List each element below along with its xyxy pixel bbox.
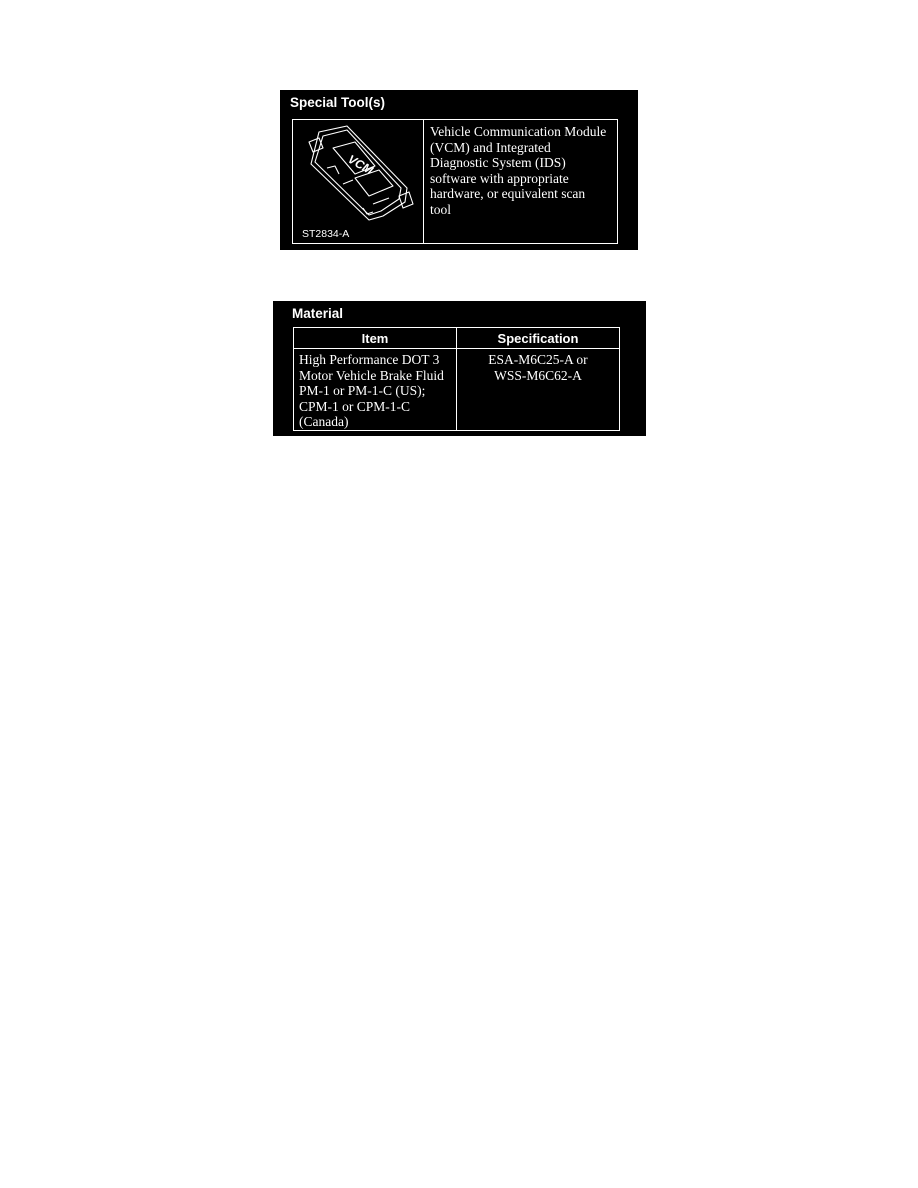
tool-description-line: Diagnostic System (IDS) <box>430 155 566 170</box>
tool-code: ST2834-A <box>302 228 350 240</box>
material-spec-line: WSS-M6C62-A <box>494 367 582 383</box>
material-spec-line: ESA-M6C25-A or <box>488 352 588 367</box>
tool-description-line: tool <box>430 201 452 217</box>
material-panel <box>273 301 646 436</box>
vcm-tool-illustration <box>303 124 415 224</box>
tool-description-line: software with appropriate <box>430 170 569 186</box>
material-item-line: PM-1 or PM-1-C (US); <box>299 383 426 398</box>
tool-description-line: Vehicle Communication Module <box>430 124 607 139</box>
special-tools-panel <box>280 90 638 250</box>
material-table <box>293 327 620 431</box>
material-item-line: High Performance DOT 3 <box>299 352 440 367</box>
material-specification-cell <box>457 352 619 383</box>
tool-description <box>430 124 616 217</box>
material-item-line: Motor Vehicle Brake Fluid <box>299 367 444 383</box>
tool-image-cell <box>293 120 424 243</box>
vcm-device-label: VCM <box>345 151 376 178</box>
tool-description-line: hardware, or equivalent scan <box>430 186 586 201</box>
material-item-line: CPM-1 or CPM-1-C <box>299 398 411 414</box>
special-tools-table <box>292 119 618 244</box>
material-item-line: (Canada) <box>299 414 349 429</box>
tool-description-line: (VCM) and Integrated <box>430 139 551 155</box>
material-item-cell <box>299 352 455 430</box>
special-tools-title: Special Tool(s) <box>290 95 386 110</box>
material-title: Material <box>292 306 344 321</box>
column-header-item: Item <box>361 331 389 346</box>
column-header-specification: Specification <box>497 331 579 346</box>
